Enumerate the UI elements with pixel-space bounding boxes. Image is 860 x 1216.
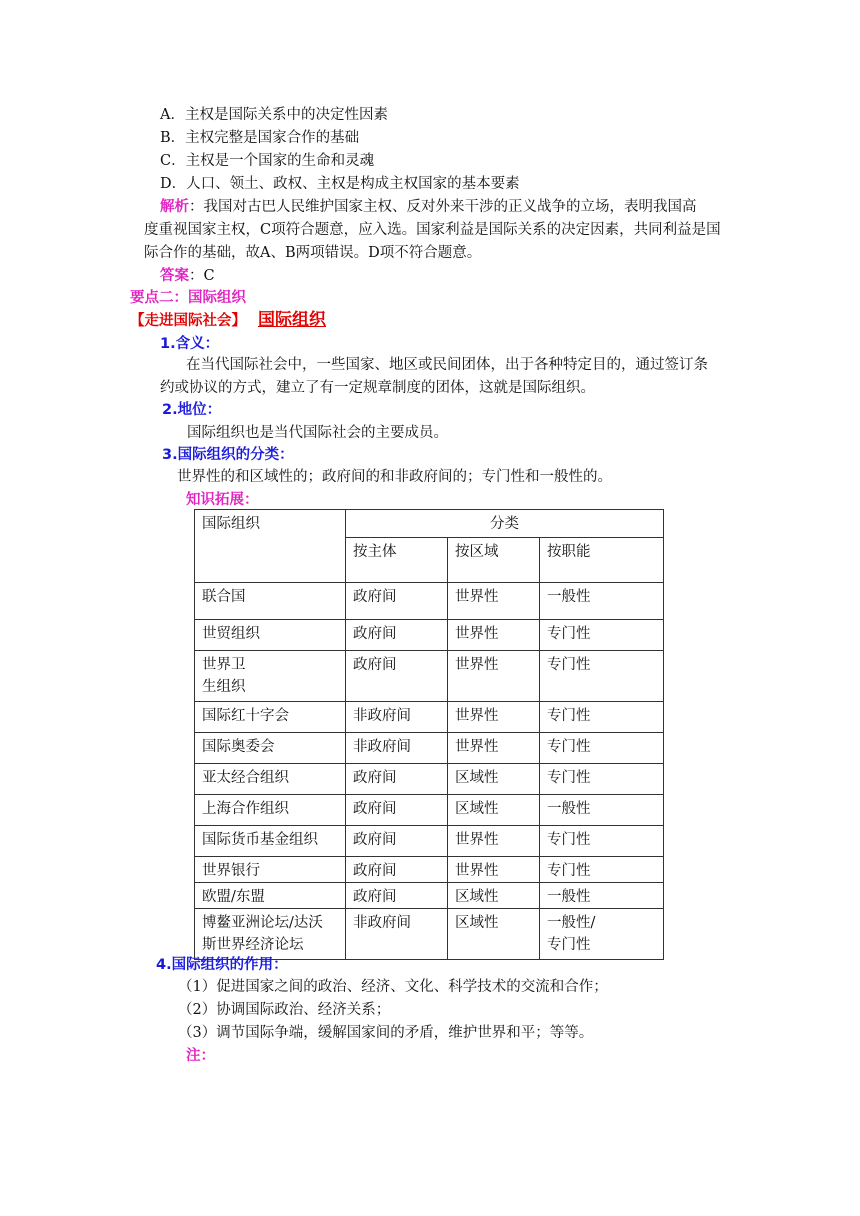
section-3-body: 世界性的和区域性的；政府间的和非政府间的；专门性和一般性的。: [177, 469, 612, 485]
cell: 上海合作组织: [195, 795, 346, 826]
cell: 政府间: [346, 620, 448, 651]
cell: 政府间: [346, 651, 448, 702]
section-1-title: 1.含义：: [160, 336, 220, 352]
cell-line: 专门性: [547, 937, 591, 953]
cell: 政府间: [346, 883, 448, 909]
role-item-3: （3）调节国际争端，缓解国家间的矛盾，维护世界和平；等等。: [178, 1025, 594, 1041]
cell: 非政府间: [346, 909, 448, 960]
answer-line: [160, 266, 215, 286]
cell: 非政府间: [346, 733, 448, 764]
cell-line: 世界卫: [202, 657, 246, 673]
section-4-title: 4.国际组织的作用：: [156, 957, 288, 973]
cell: 专门性: [540, 764, 664, 795]
cell: 一般性: [540, 883, 664, 909]
cell: 政府间: [346, 583, 448, 620]
table-row: [195, 909, 664, 960]
table-row: [195, 702, 664, 733]
note-label: 注：: [186, 1048, 215, 1064]
table-row: [195, 733, 664, 764]
cell: 世界性: [448, 651, 540, 702]
analysis-line-1: [160, 197, 697, 217]
analysis-label: 解析: [160, 199, 189, 215]
cell: 区域性: [448, 795, 540, 826]
cell: [195, 651, 346, 702]
table-row: [195, 883, 664, 909]
option-b: B．主权完整是国家合作的基础: [160, 130, 360, 146]
option-d: D．人口、领土、政权、主权是构成主权国家的基本要素: [160, 176, 520, 192]
cell-line: 博鳌亚洲论坛/达沃: [202, 915, 323, 931]
cell: 世界银行: [195, 857, 346, 883]
cell: 世界性: [448, 583, 540, 620]
cell: [540, 909, 664, 960]
cell: 世界性: [448, 826, 540, 857]
section-1-line-2: 约或协议的方式，建立了有一定规章制度的团体，这就是国际组织。: [160, 380, 595, 396]
answer-value: ：C: [189, 268, 215, 284]
cell: 区域性: [448, 883, 540, 909]
section-2-body: 国际组织也是当代国际社会的主要成员。: [187, 425, 448, 441]
header-by-subject: 按主体: [346, 538, 448, 583]
cell: 世界性: [448, 620, 540, 651]
table-row: [195, 795, 664, 826]
option-a: A．主权是国际关系中的决定性因素: [160, 107, 388, 123]
cell: 专门性: [540, 620, 664, 651]
cell: 专门性: [540, 857, 664, 883]
cell: 国际奥委会: [195, 733, 346, 764]
knowledge-extension-label: 知识拓展：: [186, 492, 259, 508]
cell: 世界性: [448, 702, 540, 733]
cell: 政府间: [346, 795, 448, 826]
table-row: [195, 764, 664, 795]
cell: 专门性: [540, 702, 664, 733]
table-row: [195, 583, 664, 620]
section-3-title: 3.国际组织的分类：: [162, 447, 294, 463]
cell: 国际货币基金组织: [195, 826, 346, 857]
section-2-title: 2.地位：: [162, 402, 222, 418]
heading-bracket: 【走进国际社会】: [130, 313, 246, 329]
cell-line: 斯世界经济论坛: [202, 937, 304, 953]
cell: 区域性: [448, 909, 540, 960]
cell: 一般性: [540, 583, 664, 620]
option-c: C．主权是一个国家的生命和灵魂: [160, 153, 375, 169]
analysis-line-2: 度重视国家主权，C项符合题意，应入选。国家利益是国际关系的决定因素，共同利益是国: [144, 222, 721, 238]
header-classification: 分类: [346, 510, 664, 538]
cell: 亚太经合组织: [195, 764, 346, 795]
analysis-text-1: ：我国对古巴人民维护国家主权、反对外来干涉的正义战争的立场，表明我国高: [189, 199, 697, 215]
classification-table: [194, 509, 664, 960]
cell: 非政府间: [346, 702, 448, 733]
cell: 联合国: [195, 583, 346, 620]
role-item-2: （2）协调国际政治、经济关系；: [178, 1002, 391, 1018]
cell: 专门性: [540, 651, 664, 702]
cell: 欧盟/东盟: [195, 883, 346, 909]
cell: 政府间: [346, 826, 448, 857]
cell: 专门性: [540, 733, 664, 764]
cell-line: 生组织: [202, 679, 246, 695]
section-1-line-1: 在当代国际社会中，一些国家、地区或民间团体，出于各种特定目的，通过签订条: [186, 357, 708, 373]
cell: 世界性: [448, 733, 540, 764]
section-heading: [130, 310, 326, 331]
role-item-1: （1）促进国家之间的政治、经济、文化、科学技术的交流和合作；: [178, 979, 608, 995]
cell: 专门性: [540, 826, 664, 857]
cell: 政府间: [346, 764, 448, 795]
cell: 区域性: [448, 764, 540, 795]
cell: [195, 909, 346, 960]
heading-title: 国际组织: [258, 310, 326, 330]
table-row: [195, 857, 664, 883]
cell: 国际红十字会: [195, 702, 346, 733]
answer-label: 答案: [160, 268, 189, 284]
analysis-line-3: 际合作的基础，故A、B两项错误。D项不符合题意。: [144, 245, 482, 261]
header-by-function: 按职能: [540, 538, 664, 583]
table-row: [195, 620, 664, 651]
header-org: 国际组织: [195, 510, 346, 583]
cell: 政府间: [346, 857, 448, 883]
point-2-heading: 要点二：国际组织: [130, 290, 246, 306]
header-by-region: 按区域: [448, 538, 540, 583]
table-row: [195, 651, 664, 702]
cell: 一般性: [540, 795, 664, 826]
table-row: [195, 826, 664, 857]
cell: 世界性: [448, 857, 540, 883]
cell-line: 一般性/: [547, 915, 596, 931]
cell: 世贸组织: [195, 620, 346, 651]
